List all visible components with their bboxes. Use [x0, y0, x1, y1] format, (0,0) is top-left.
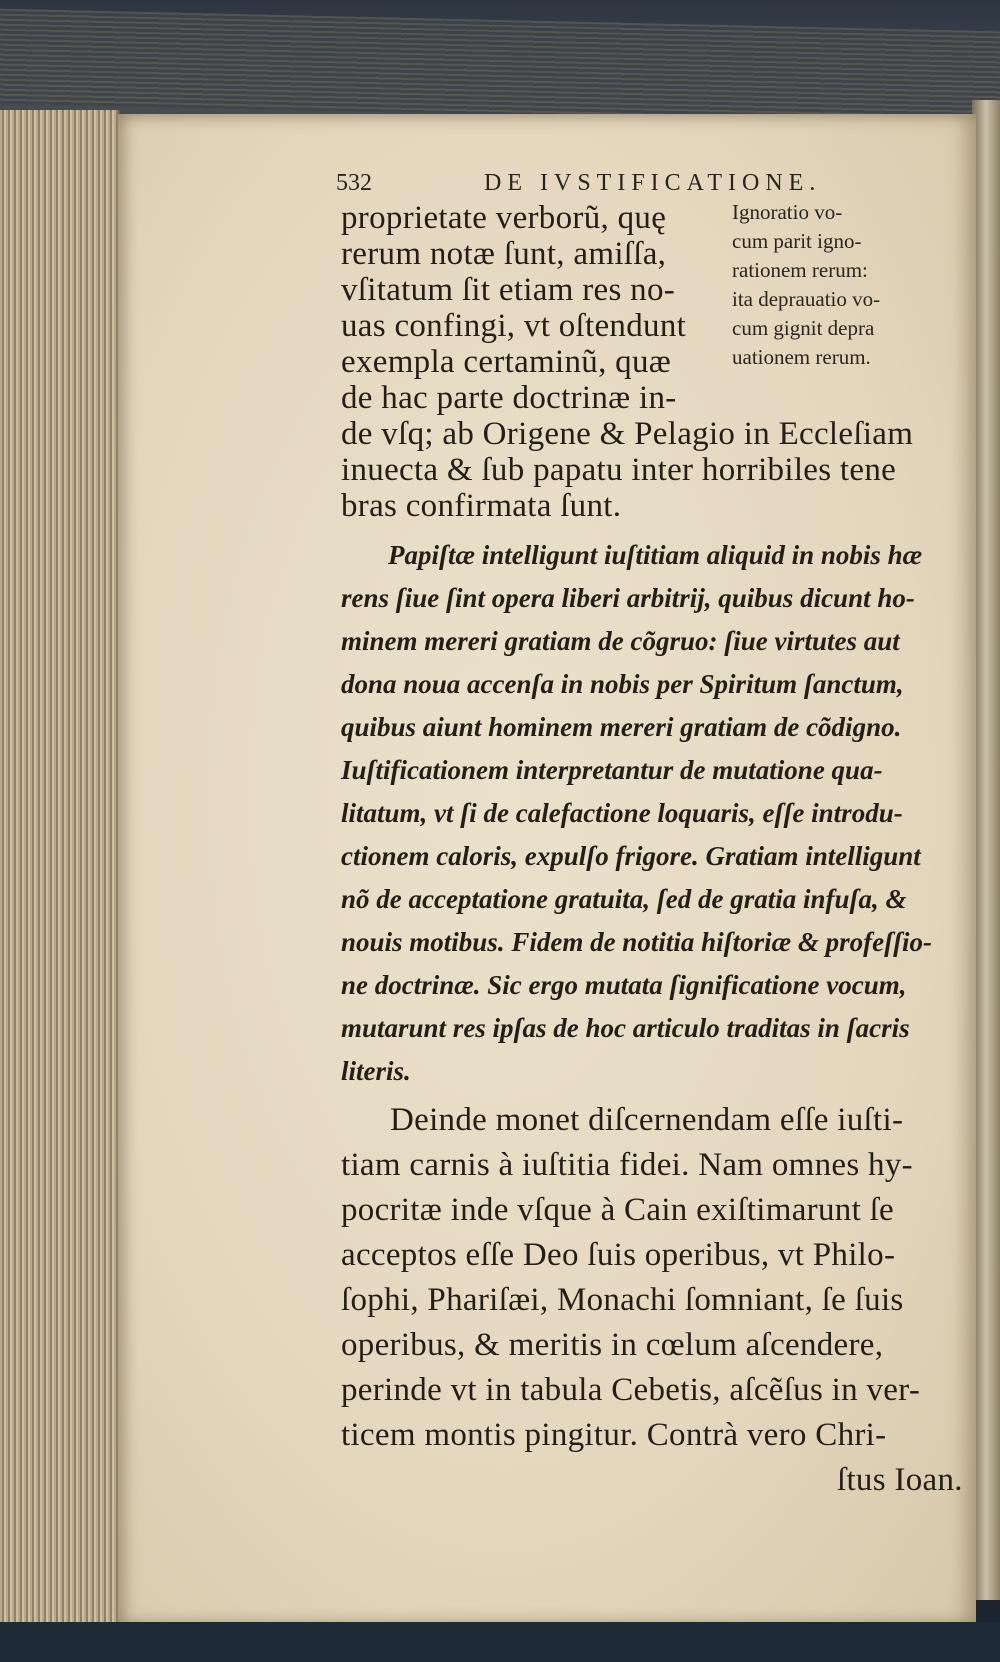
- text-line: tiam carnis à iuſtitia fidei. Nam omnes hy-: [341, 1147, 913, 1183]
- italic-line: nõ de acceptatione gratuita, ſed de gratia infuſa, &: [341, 884, 907, 914]
- italic-line: Papiſtæ intelligunt iuſtitiam aliquid in nobis hæ: [388, 540, 923, 570]
- italic-line: minem mereri gratiam de cõgruo: ſiue virtutes aut: [341, 626, 900, 656]
- margin-note-line: Ignoratio vo-: [732, 200, 843, 224]
- text-line: ſophi, Phariſæi, Monachi ſomniant, ſe ſuis: [341, 1282, 904, 1318]
- margin-note-line: cum parit igno-: [732, 229, 862, 253]
- text-line: rerum notæ ſunt, amiſſa,: [341, 236, 667, 272]
- italic-line: dona noua accenſa in nobis per Spiritum ſanctum,: [341, 669, 904, 699]
- text-line: de vſq; ab Origene & Pelagio in Eccleſiam: [341, 416, 914, 452]
- text-line: vſitatum ſit etiam res no-: [341, 272, 676, 308]
- margin-note-line: rationem rerum:: [732, 258, 868, 282]
- text-line: acceptos eſſe Deo ſuis operibus, vt Philo-: [341, 1237, 896, 1273]
- italic-line: ne doctrinæ. Sic ergo mutata ſignificatione vocum,: [341, 970, 907, 1000]
- text-line: inuecta & ſub papatu inter horribiles tene: [341, 452, 897, 488]
- italic-line: quibus aiunt hominem mereri gratiam de cõdigno.: [341, 712, 902, 742]
- italic-line: litatum, vt ſi de calefactione loquaris, eſſe introdu-: [341, 798, 903, 828]
- text-line: bras confirmata ſunt.: [341, 488, 622, 524]
- text-line: exempla certaminũ, quæ: [341, 344, 672, 380]
- book-fore-edge: [0, 110, 120, 1630]
- text-line: proprietate verborũ, quę: [341, 200, 667, 236]
- running-title: DE IVSTIFICATIONE.: [484, 170, 822, 196]
- marginal-note: [732, 198, 952, 372]
- text-line: pocritæ inde vſque à Cain exiſtimarunt ſe: [341, 1192, 894, 1228]
- text-line: perinde vt in tabula Cebetis, aſcẽſus in ver-: [341, 1372, 921, 1408]
- italic-line: rens ſiue ſint opera liberi arbitrij, quibus dicunt ho-: [341, 583, 915, 613]
- running-head: [336, 170, 936, 200]
- margin-note-line: uationem rerum.: [732, 345, 871, 369]
- page-number: 532: [336, 170, 372, 196]
- italic-line: ctionem caloris, expulſo frigore. Gratiam intelligunt: [341, 841, 921, 871]
- text-line: uas confingi, vt oſtendunt: [341, 308, 687, 344]
- italic-line: nouis motibus. Fidem de notitia hiſtoriæ & profeſſio-: [341, 927, 933, 957]
- margin-note-line: ita deprauatio vo-: [732, 287, 881, 311]
- page-block-top-edge: [0, 9, 1000, 127]
- margin-note-line: cum gignit depra: [732, 316, 875, 340]
- text-line: operibus, & meritis in cœlum aſcendere,: [341, 1327, 884, 1363]
- italic-line: mutarunt res ipſas de hoc articulo traditas in ſacris: [341, 1013, 910, 1043]
- book-bottom-cover: [0, 1622, 1000, 1662]
- italic-line: Iuſtificationem interpretantur de mutatione qua-: [341, 755, 883, 785]
- text-line: de hac parte doctrinæ in-: [341, 380, 677, 416]
- text-line: Deinde monet diſcernendam eſſe iuſti-: [390, 1102, 904, 1138]
- book-top-cover: [0, 0, 1000, 130]
- text-line: ticem montis pingitur. Contrà vero Chri-: [341, 1417, 887, 1453]
- book-gutter: [972, 100, 1000, 1600]
- catchword: ſtus Ioan.: [837, 1462, 963, 1498]
- italic-line: literis.: [341, 1056, 411, 1086]
